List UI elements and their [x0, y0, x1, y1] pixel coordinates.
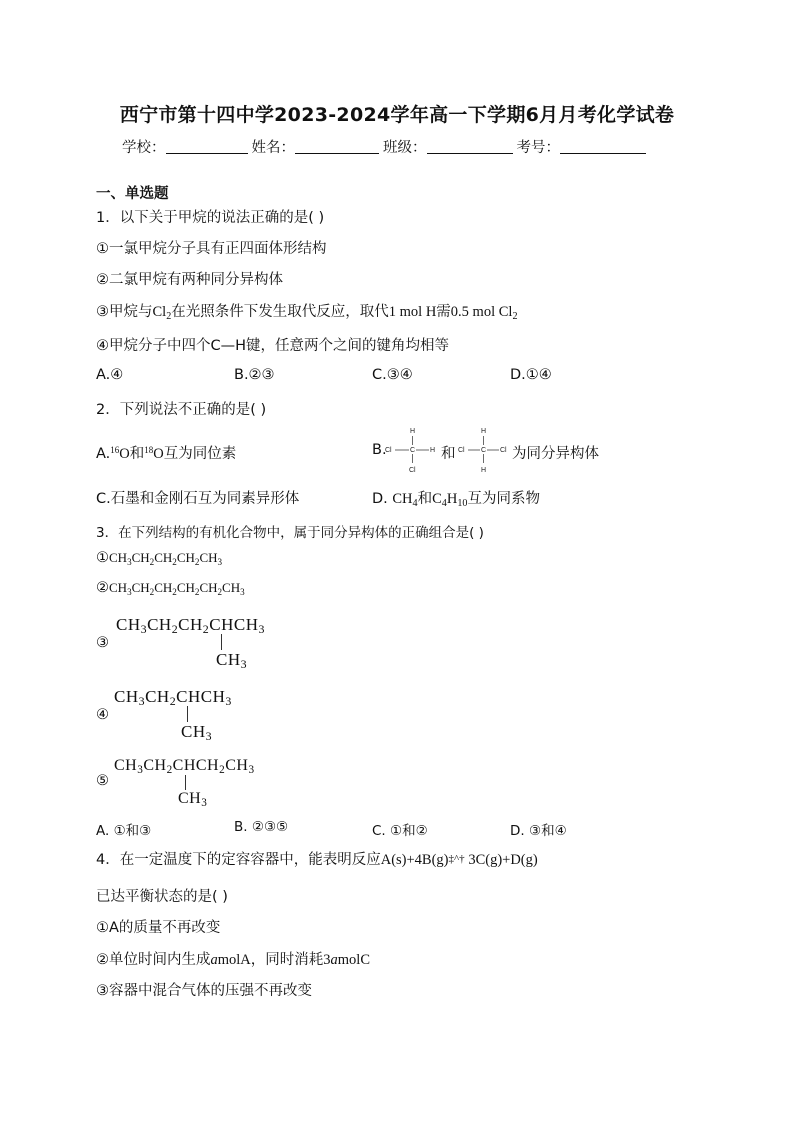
- pentane-formula: $CH_3CH_2CH_2CH_2CH_3$: [109, 550, 223, 567]
- q3-option-a[interactable]: A. ①和③: [96, 823, 152, 839]
- 3amol-c: 3amolC: [323, 952, 371, 968]
- struct2-cl-right: Cl: [500, 447, 507, 454]
- ch4-formula: $CH_4$: [392, 491, 418, 509]
- struct2-h-top: H: [481, 428, 487, 435]
- q3-compound-5-branch: $CH_3$: [178, 790, 208, 809]
- q3-compound-1: $①CH_3CH_2CH_2CH_2CH_3$: [96, 550, 223, 567]
- q1-option-c[interactable]: C.③④: [372, 367, 413, 383]
- name-blank[interactable]: [295, 139, 379, 154]
- q2-b-suffix: 为同分异构体: [512, 446, 599, 462]
- q3-compound-4-main: $CH_3CH_2CHCH_3$: [114, 687, 232, 708]
- struct1-h-right: H: [430, 447, 436, 454]
- number-label: 考号：: [516, 140, 560, 156]
- struct2-c: C: [481, 447, 487, 454]
- q1-option-d[interactable]: D.①④: [510, 367, 552, 383]
- amol-a: amolA: [210, 952, 251, 968]
- o16-isotope: $^{16}$O: [110, 445, 130, 462]
- amount-1mol-h: 1 mol H: [388, 304, 437, 320]
- q3-label-4: ④: [96, 707, 109, 723]
- q4-stem-line1: 4．在一定温度下的定容容器中，能表明反应A(s)+4B(g)‡^† 3C(g)+D(g): [96, 852, 538, 868]
- q1-statement-2: ②二氯甲烷有两种同分异构体: [96, 272, 283, 288]
- q3-option-b[interactable]: B. ②③⑤: [234, 819, 289, 835]
- q3-option-d[interactable]: D. ③和④: [510, 823, 567, 839]
- q1-option-b[interactable]: B.②③: [234, 367, 275, 383]
- q1-statement-1: ①一氯甲烷分子具有正四面体形结构: [96, 241, 327, 257]
- hexane-formula: $CH_3CH_2CH_2CH_2CH_2CH_3$: [109, 580, 245, 597]
- q3-compound-4-bond: [187, 706, 188, 722]
- struct1-cl-left: Cl: [385, 447, 392, 454]
- school-blank[interactable]: [166, 139, 248, 154]
- q3-compound-5-bond: [185, 775, 186, 790]
- q4-stem-line2: 已达平衡状态的是( ): [96, 889, 228, 905]
- q1-statement-3: ③甲烷与$Cl_2$在光照条件下发生取代反应，取代1 mol H需0.5 mol $Cl_2$: [96, 304, 518, 322]
- q2-stem: 2．下列说法不正确的是( ): [96, 402, 267, 418]
- q3-compound-3-branch: $CH_3$: [216, 650, 248, 671]
- page-title: 西宁市第十四中学2023-2024学年高一下学期6月月考化学试卷: [119, 104, 675, 126]
- school-label: 学校：: [122, 140, 166, 156]
- struct1-c: C: [410, 447, 416, 454]
- q1-statement-4: ④甲烷分子中四个C—H键，任意两个之间的键角均相等: [96, 338, 450, 354]
- q3-compound-4-branch: $CH_3$: [181, 722, 213, 743]
- q3-compound-3-main: $CH_3CH_2CH_2CHCH_3$: [116, 615, 265, 636]
- amount-05mol-cl2: 0.5 mol $Cl_2$: [450, 304, 518, 322]
- number-blank[interactable]: [560, 139, 646, 154]
- q2-option-b[interactable]: B.: [372, 442, 387, 458]
- class-label: 班级：: [383, 140, 427, 156]
- q3-stem: 3．在下列结构的有机化合物中，属于同分异构体的正确组合是( ): [96, 525, 484, 541]
- q4-statement-3: ③容器中混合气体的压强不再改变: [96, 983, 312, 999]
- reaction-equation: A(s)+4B(g)‡^† 3C(g)+D(g): [380, 852, 538, 868]
- q3-label-5: ⑤: [96, 773, 109, 789]
- q3-label-3: ③: [96, 635, 109, 651]
- q2-option-c[interactable]: C.石墨和金刚石互为同素异形体: [96, 491, 300, 507]
- q3-compound-3-bond: [221, 634, 222, 650]
- q2-option-d[interactable]: D. $CH_4$和$C_4H_{10}$互为同系物: [372, 491, 540, 509]
- section-heading: 一、单选题: [96, 186, 169, 202]
- q1-option-a[interactable]: A.④: [96, 367, 124, 383]
- cl2-formula: $Cl_2$: [152, 304, 172, 322]
- q3-option-c[interactable]: C. ①和②: [372, 823, 428, 839]
- student-info-line: [122, 136, 650, 157]
- q2-option-a[interactable]: A.$^{16}$O和$^{18}$O互为同位素: [96, 445, 237, 462]
- class-blank[interactable]: [427, 139, 513, 154]
- q4-statement-2: ②单位时间内生成amolA，同时消耗3amolC: [96, 952, 371, 968]
- struct2-cl-left: Cl: [458, 447, 465, 454]
- struct2-h-bottom: H: [481, 467, 487, 474]
- q4-statement-1: ①A的质量不再改变: [96, 920, 221, 936]
- q2-b-and: 和: [441, 446, 456, 462]
- struct1-cl-bottom: Cl: [409, 467, 416, 474]
- struct1-h-top: H: [410, 428, 416, 435]
- name-label: 姓名：: [251, 140, 295, 156]
- q1-stem: 1．以下关于甲烷的说法正确的是( ): [96, 210, 325, 226]
- q3-compound-5-main: $CH_3CH_2CHCH_2CH_3$: [114, 757, 255, 776]
- c4h10-formula: $C_4H_{10}$: [432, 491, 468, 509]
- q3-compound-2: $②CH_3CH_2CH_2CH_2CH_2CH_3$: [96, 580, 245, 597]
- o18-isotope: $^{18}$O: [144, 445, 164, 462]
